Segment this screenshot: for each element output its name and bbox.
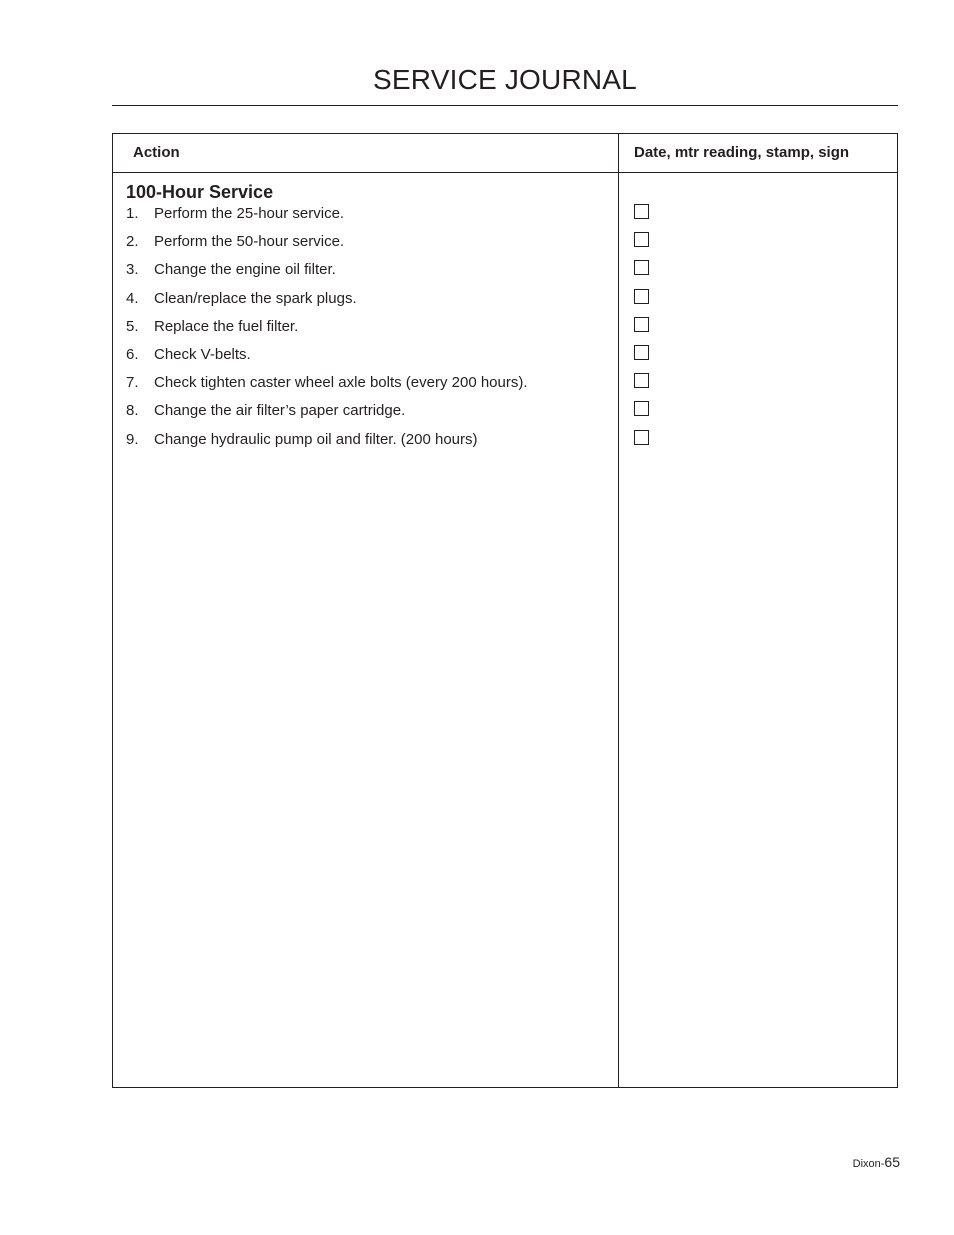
item-number: 3. — [126, 261, 139, 279]
page-title: SERVICE JOURNAL — [373, 64, 637, 95]
item-text: Replace the fuel filter. — [154, 317, 299, 335]
checkbox-item-2[interactable] — [634, 232, 649, 247]
page-number: 65 — [884, 1154, 900, 1170]
item-text: Change the air filter’s paper cartridge. — [154, 402, 406, 420]
checkbox-item-7[interactable] — [634, 373, 649, 388]
service-journal-table — [112, 133, 898, 1088]
checkbox-item-3[interactable] — [634, 260, 649, 275]
checkbox-item-9[interactable] — [634, 430, 649, 445]
checkbox-item-1[interactable] — [634, 204, 649, 219]
item-text: Check V-belts. — [154, 345, 251, 363]
list-item — [126, 402, 528, 430]
footer-brand: Dixon- — [852, 1158, 885, 1170]
item-number: 4. — [126, 289, 139, 307]
item-number: 2. — [126, 233, 139, 251]
item-text: Check tighten caster wheel axle bolts (every 200 hours). — [154, 374, 528, 392]
title-divider — [112, 105, 898, 106]
item-number: 8. — [126, 402, 139, 420]
item-text: Perform the 25-hour service. — [154, 205, 345, 222]
checkbox-item-5[interactable] — [634, 317, 649, 332]
list-item — [126, 374, 528, 402]
list-item — [126, 431, 528, 459]
list-item — [126, 318, 528, 346]
list-item — [126, 261, 528, 289]
list-item — [126, 205, 528, 233]
list-item — [126, 290, 528, 318]
page-footer — [853, 1154, 900, 1170]
list-item — [126, 233, 528, 261]
item-text: Change the engine oil filter. — [154, 261, 336, 279]
item-number: 7. — [126, 374, 139, 392]
action-column-header: Action — [133, 144, 180, 161]
header-divider — [113, 172, 897, 173]
item-text: Change hydraulic pump oil and filter. (200 hours) — [154, 430, 478, 448]
checkbox-item-8[interactable] — [634, 401, 649, 416]
item-number: 1. — [126, 205, 139, 222]
section-title: 100-Hour Service — [126, 182, 274, 202]
service-item-list — [126, 205, 528, 459]
item-text: Clean/replace the spark plugs. — [154, 289, 357, 307]
checkbox-item-6[interactable] — [634, 345, 649, 360]
list-item — [126, 346, 528, 374]
item-number: 6. — [126, 345, 139, 363]
checkbox-item-4[interactable] — [634, 289, 649, 304]
item-number: 9. — [126, 430, 139, 448]
date-column-header: Date, mtr reading, stamp, sign — [634, 144, 850, 161]
checkbox-column — [634, 204, 649, 458]
column-divider — [618, 134, 619, 1087]
item-number: 5. — [126, 317, 139, 335]
item-text: Perform the 50-hour service. — [154, 233, 345, 251]
